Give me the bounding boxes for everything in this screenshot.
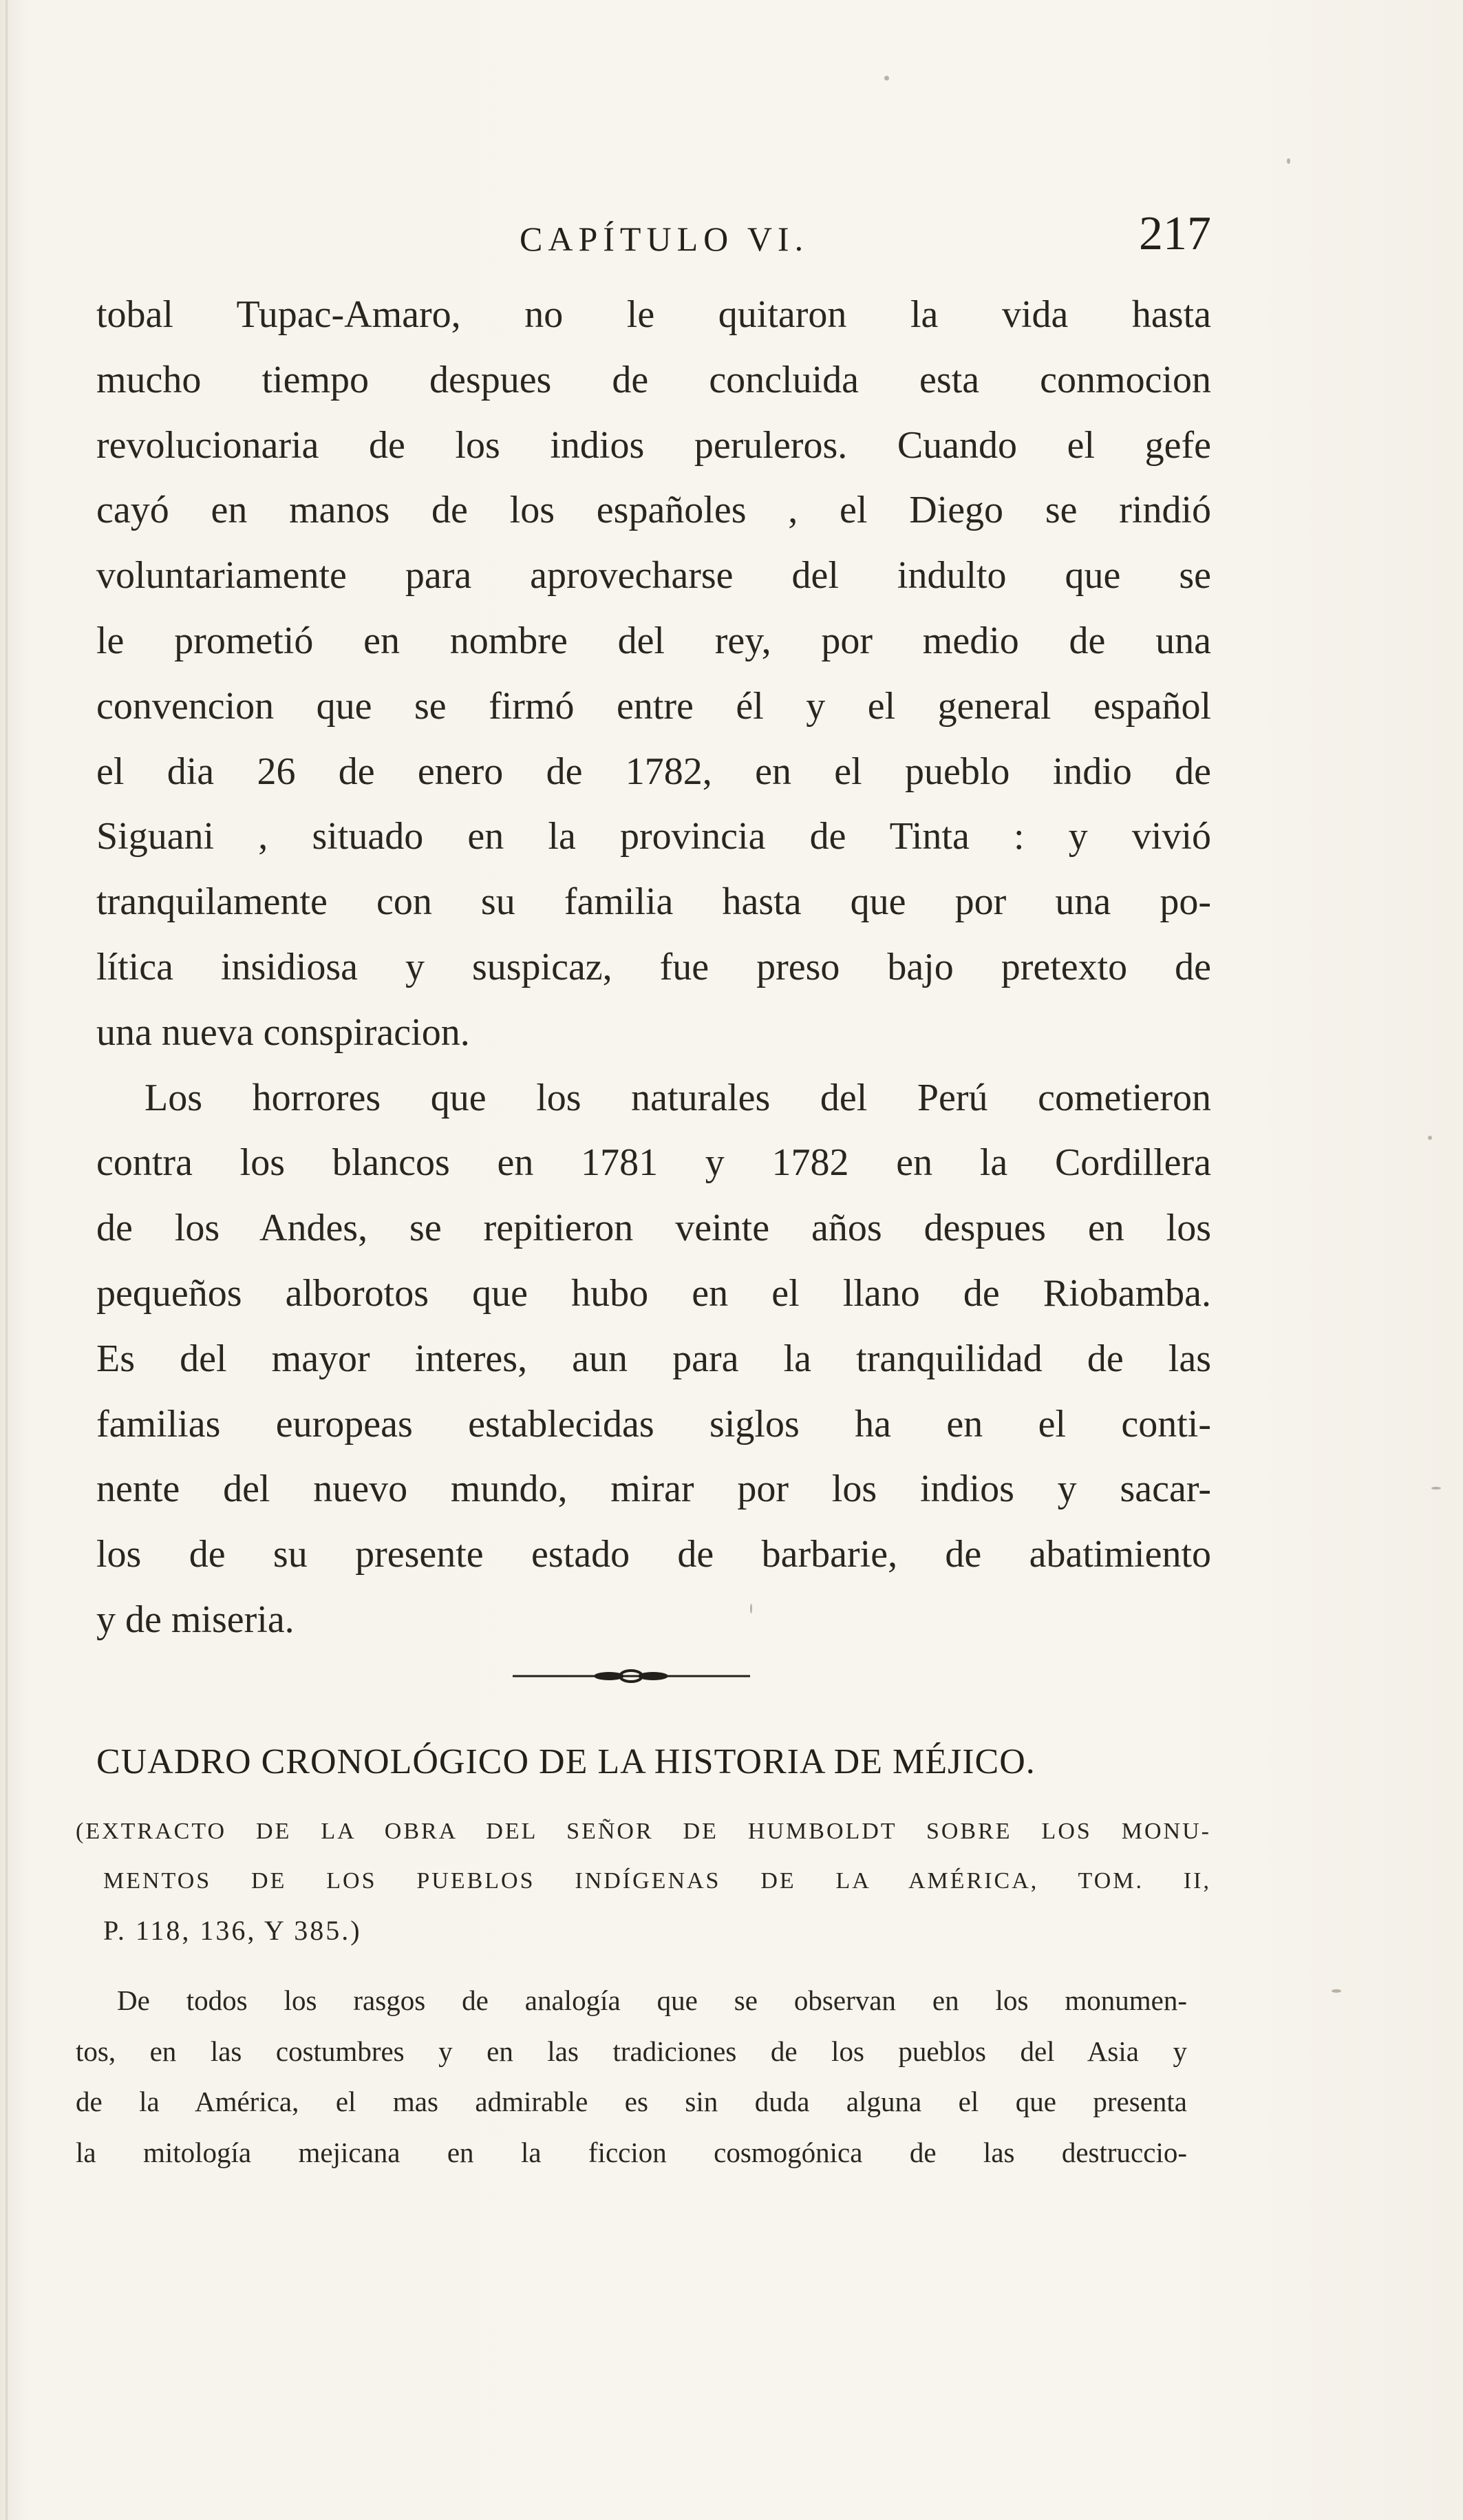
ornament-divider — [513, 1666, 750, 1686]
text-line: familias europeas establecidas siglos ha en el conti- — [96, 1402, 1211, 1446]
text-line: mucho tiempo despues de concluida esta conmocion — [96, 358, 1211, 401]
text-line: y de miseria. — [96, 1598, 295, 1641]
page-edge — [6, 0, 8, 2520]
section-title: CUADRO CRONOLÓGICO DE LA HISTORIA DE MÉJICO. — [96, 1742, 1036, 1781]
running-head — [96, 207, 1211, 268]
text-line: Los horrores que los naturales del Perú cometieron — [145, 1076, 1211, 1119]
text-line: contra los blancos en 1781 y 1782 en la Cordillera — [96, 1141, 1211, 1185]
paper-speck — [884, 76, 889, 81]
text-line: los de su presente estado de barbarie, de abatimiento — [96, 1533, 1211, 1576]
paper-speck — [750, 1604, 752, 1613]
body-line: de la América, el mas admirable es sin duda alguna el que presenta — [76, 2086, 1187, 2117]
body-line: De todos los rasgos de analogía que se observan en los monumen- — [117, 1984, 1187, 2016]
text-line: le prometió en nombre del rey, por medio de una — [96, 619, 1211, 662]
chapter-heading: CAPÍTULO VI. — [520, 220, 809, 258]
extract-line: MENTOS DE LOS PUEBLOS INDÍGENAS DE LA AMÉRICA, TOM. II, — [103, 1868, 1211, 1894]
text-line: tranquilamente con su familia hasta que por una po- — [96, 880, 1211, 924]
section-body — [76, 1976, 1187, 2178]
text-line: tobal Tupac-Amaro, no le quitaron la vida hasta — [96, 293, 1211, 336]
text-line: de los Andes, se repitieron veinte años despues en los — [96, 1207, 1211, 1250]
text-line: una nueva conspiracion. — [96, 1010, 470, 1054]
text-line: el dia 26 de enero de 1782, en el pueblo indio de — [96, 750, 1211, 793]
page-number: 217 — [1139, 207, 1211, 260]
extract-line: (EXTRACTO DE LA OBRA DEL SEÑOR DE HUMBOLDT SOBRE LOS MONU- — [76, 1819, 1211, 1844]
body-line: la mitología mejicana en la ficcion cosmogónica de las destruccio- — [76, 2136, 1187, 2168]
text-line: voluntariamente para aprovecharse del indulto que se — [96, 554, 1211, 597]
paper-speck — [1428, 1136, 1432, 1140]
text-line: nente del nuevo mundo, mirar por los indios y sacar- — [96, 1468, 1211, 1511]
text-line: revolucionaria de los indios peruleros. Cuando el gefe — [96, 423, 1211, 467]
text-line: convencion que se firmó entre él y el general español — [96, 684, 1211, 728]
extract-note — [76, 1807, 1211, 1956]
main-text-block — [96, 282, 1211, 1653]
text-line: lítica insidiosa y suspicaz, fue preso bajo pretexto de — [96, 945, 1211, 988]
paper-speck — [1431, 1487, 1441, 1490]
paper-speck — [1332, 1989, 1341, 1993]
paper-speck — [1287, 158, 1290, 164]
text-line: Es del mayor interes, aun para la tranquilidad de las — [96, 1337, 1211, 1380]
text-line: cayó en manos de los españoles , el Diego se rindió — [96, 489, 1211, 532]
extract-line: P. 118, 136, Y 385.) — [103, 1915, 362, 1946]
body-line: tos, en las costumbres y en las tradiciones de los pueblos del Asia y — [76, 2035, 1187, 2067]
text-line: pequeños alborotos que hubo en el llano de Riobamba. — [96, 1271, 1211, 1315]
text-line: Siguani , situado en la provincia de Tinta : y vivió — [96, 815, 1211, 858]
